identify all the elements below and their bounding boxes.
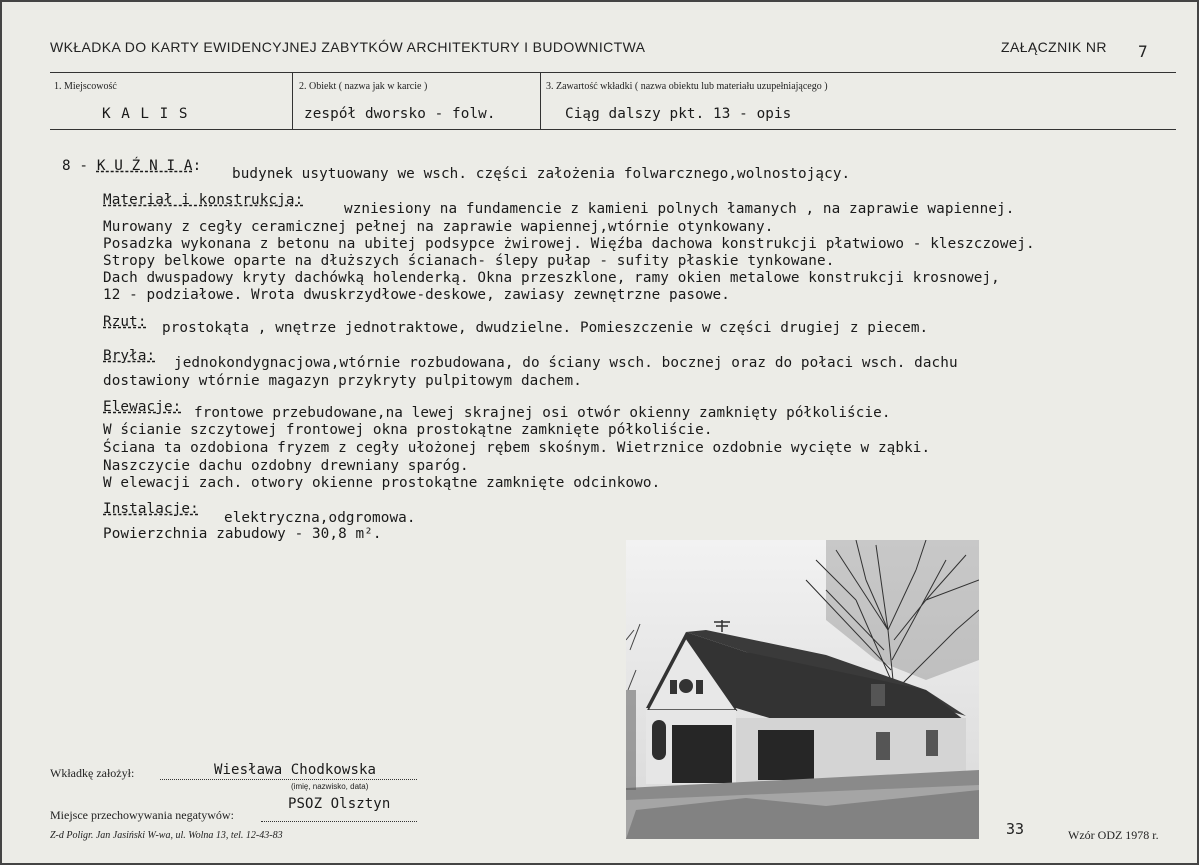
section-number: 8 - (62, 158, 89, 174)
building-photo-icon (626, 540, 979, 839)
place-value: K A L I S (102, 106, 189, 122)
rzut-heading: Rzut: (103, 314, 147, 330)
kuznia-heading: K U Ź N I A (96, 158, 193, 174)
rzut-text: prostokąta , wnętrze jednotraktowe, dwudzielne. Pomieszczenie w części drugiej z piecem. (162, 320, 929, 336)
kuznia-text: budynek usytuowany we wsch. części założenia folwarcznego,wolnostojący. (232, 166, 851, 182)
page-number: 33 (1006, 820, 1025, 838)
table-divider-2 (540, 72, 541, 129)
object-label: 2. Obiekt ( nazwa jak w karcie ) (299, 81, 428, 92)
form-code: Wzór ODZ 1978 r. (1068, 828, 1159, 842)
kuznia-colon: : (192, 158, 202, 174)
material-line-5: Dach dwuspadowy kryty dachówką holenderką. Okna przeszklone, ramy okien metalowe konstrukcji krosnowej, (103, 270, 1000, 286)
material-heading: Materiał i konstrukcja: (103, 192, 304, 208)
printer-info: Z-d Poligr. Jan Jasiński W-wa, ul. Wolna 13, tel. 12-43-83 (50, 830, 283, 841)
storage-label: Miejsce przechowywania negatywów: (50, 808, 234, 822)
object-value: zespół dworsko - folw. (304, 106, 496, 122)
author-label: Wkładkę założył: (50, 766, 135, 780)
storage-value: PSOZ Olsztyn (288, 796, 391, 812)
powierzchnia-text: Powierzchnia zabudowy - 30,8 m². (103, 526, 382, 542)
material-line-6: 12 - podziałowe. Wrota dwuskrzydłowe-deskowe, zawiasy zewnętrzne pasowe. (103, 287, 730, 303)
table-divider-1 (292, 72, 293, 129)
elewacje-line-4: Naszczycie dachu ozdobny drewniany sparóg. (103, 458, 469, 474)
material-line-3: Posadzka wykonana z betonu na ubitej podsypce żwirowej. Więźba dachowa konstrukcji płatwiowo - kleszczowej. (103, 236, 1035, 252)
bryla-line-1: jednokondygnacjowa,wtórnie rozbudowana, do ściany wsch. bocznej oraz do połaci wsch. dachu (174, 355, 958, 371)
author-value: Wiesława Chodkowska (214, 762, 377, 778)
content-value: Ciąg dalszy pkt. 13 - opis (565, 106, 792, 122)
table-bottom-rule (50, 129, 1176, 130)
elewacje-heading: Elewacje: (103, 399, 182, 415)
instalacje-heading: Instalacje: (103, 501, 199, 517)
bryla-line-2: dostawiony wtórnie magazyn przykryty pulpitowym dachem. (103, 373, 582, 389)
content-label: 3. Zawartość wkładki ( nazwa obiektu lub materiału uzupełniającego ) (546, 81, 828, 92)
material-line-1: wzniesiony na fundamencie z kamieni polnych łamanych , na zaprawie wapiennej. (344, 201, 1015, 217)
section-kuznia (62, 158, 201, 174)
instalacje-text: elektryczna,odgromowa. (224, 510, 416, 526)
building-photo (626, 540, 979, 839)
material-line-2: Murowany z cegły ceramicznej pełnej na zaprawie wapiennej,wtórnie otynkowany. (103, 219, 774, 235)
elewacje-line-5: W elewacji zach. otwory okienne prostokątne zamknięte odcinkowo. (103, 475, 661, 491)
document-title: WKŁADKA DO KARTY EWIDENCYJNEJ ZABYTKÓW ARCHITEKTURY I BUDOWNICTWA (50, 39, 646, 55)
material-line-4: Stropy belkowe oparte na dłuższych ścianach- ślepy pułap - sufity płaskie tynkowane. (103, 253, 835, 269)
appendix-label: ZAŁĄCZNIK NR (1001, 39, 1107, 55)
elewacje-line-2: W ścianie szczytowej frontowej okna prostokątne zamknięte półkoliście. (103, 422, 713, 438)
author-hint: (imię, nazwisko, data) (291, 782, 369, 791)
storage-dotted-line (261, 821, 417, 822)
elewacje-line-3: Ściana ta ozdobiona fryzem z cegły ułożonej rębem skośnym. Wietrznice ozdobnie wycięte w ząbki. (103, 440, 931, 456)
bryla-heading: Bryła: (103, 348, 156, 364)
place-label: 1. Miejscowość (54, 81, 117, 92)
appendix-number: 7 (1138, 42, 1148, 61)
author-dotted-line (160, 779, 417, 780)
table-top-rule (50, 72, 1176, 73)
elewacje-line-1: frontowe przebudowane,na lewej skrajnej osi otwór okienny zamknięty półkoliście. (194, 405, 891, 421)
